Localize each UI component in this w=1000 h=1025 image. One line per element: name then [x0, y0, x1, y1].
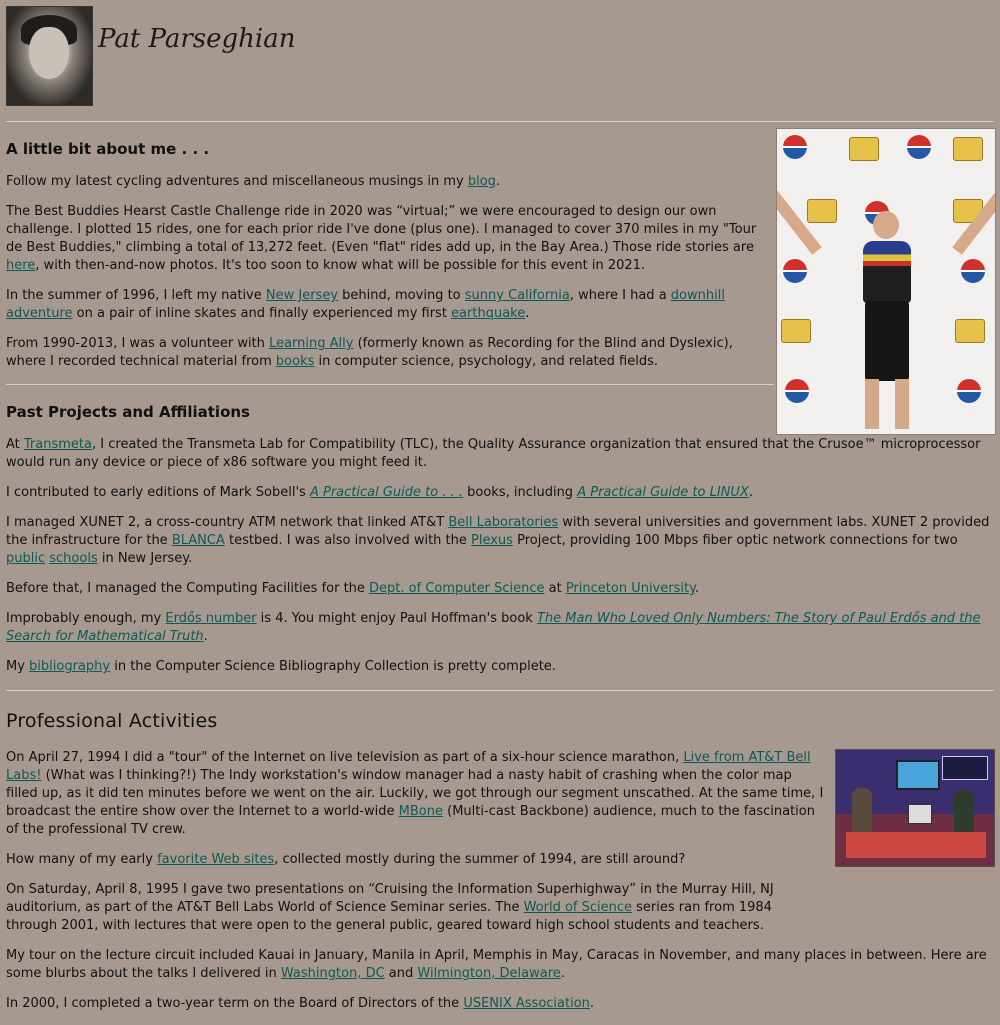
best-buddies-logo [807, 199, 837, 223]
mbone-link[interactable]: MBone [398, 804, 443, 819]
projects-paragraph: Before that, I managed the Computing Facilities for the Dept. of Computer Science at Princeton University. [6, 581, 700, 596]
dept-computer-science-link[interactable]: Dept. of Computer Science [369, 581, 545, 596]
best-buddies-logo [849, 137, 879, 161]
bell-laboratories-link[interactable]: Bell Laboratories [448, 515, 559, 530]
cyclist-figure [851, 211, 923, 431]
princeton-university-link[interactable]: Princeton University [565, 581, 695, 596]
hoffman-book-link[interactable]: The Man Who Loved Only Numbers: The Story of Paul Erdős and the Search for Mathematical Truth [6, 611, 981, 644]
projects-paragraph: I contributed to early editions of Mark Sobell's A Practical Guide to . . . books, including A Practical Guide to LINUX. [6, 485, 753, 500]
projects-paragraph: Improbably enough, my Erdős number is 4. You might enjoy Paul Hoffman's book The Man Who Loved Only Numbers: The Story of Paul Erdős and the Search for Mathematical Truth. [6, 611, 981, 644]
world-of-science-link[interactable]: World of Science [523, 900, 633, 915]
cycling-shorts [865, 301, 909, 381]
downhill-adventure-link[interactable]: downhill adventure [6, 288, 725, 321]
professional-heading: Professional Activities [6, 710, 218, 732]
best-buddies-logo [955, 319, 985, 343]
favorite-web-sites-link[interactable]: favorite Web sites [157, 852, 275, 867]
pepsi-logo [961, 259, 985, 283]
cyclist-head [873, 211, 899, 239]
best-buddies-logo [781, 319, 811, 343]
cyclist-photo [776, 128, 996, 435]
professional-paragraph: In 2000, I completed a two-year term on the Board of Directors of the USENIX Association. [6, 996, 595, 1011]
about-paragraph: In the summer of 1996, I left my native New Jersey behind, moving to sunny California, where I had a downhill adventure on a pair of inline skates and finally experienced my first earthquake. [6, 288, 725, 321]
professional-paragraph: On April 27, 1994 I did a "tour" of the Internet on live television as part of a six-hour science marathon, Live from AT&T Bell Labs! (What was I thinking?!) The Indy workstation's window manager had a nasty habit of crashing when the color map filled up, as it did ten minutes before we went on the air. Luckily, we got through our segment unscathed. At the same time, I broadcast the entire show over the Internet to a world-wide MBone (Multi-cast Backbone) audience, much to the fascination of the professional TV crew. [6, 750, 824, 837]
about-paragraph: Follow my latest cycling adventures and miscellaneous musings in my blog. [6, 174, 501, 189]
schools-link[interactable]: schools [49, 551, 98, 566]
blog-link[interactable]: blog [467, 174, 496, 189]
books-link[interactable]: books [275, 354, 315, 369]
learning-ally-link[interactable]: Learning Ally [269, 336, 354, 351]
site-title: Pat Parseghian [98, 24, 296, 54]
projects-paragraph: My bibliography in the Computer Science Bibliography Collection is pretty complete. [6, 659, 556, 674]
pepsi-logo [907, 135, 931, 159]
new-jersey-link[interactable]: New Jersey [265, 288, 339, 303]
erdos-number-link[interactable]: Erdős number [165, 611, 257, 626]
professional-paragraph: How many of my early favorite Web sites, collected mostly during the summer of 1994, are still around? [6, 852, 686, 867]
practical-guide-linux-link[interactable]: A Practical Guide to LINUX [577, 485, 749, 500]
ride-stories-link[interactable]: here [6, 258, 36, 273]
about-heading: A little bit about me . . . [6, 140, 210, 158]
pepsi-logo [783, 135, 807, 159]
pepsi-logo [785, 379, 809, 403]
cycling-jersey [863, 241, 911, 303]
divider-top [6, 121, 994, 122]
bibliography-link[interactable]: bibliography [29, 659, 111, 674]
portrait-face [29, 27, 69, 79]
blanca-link[interactable]: BLANCA [171, 533, 225, 548]
about-section [6, 139, 766, 383]
projects-section [6, 402, 992, 688]
pepsi-logo [783, 259, 807, 283]
author-portrait [6, 6, 93, 106]
divider-about [6, 384, 774, 385]
public-link[interactable]: public [6, 551, 46, 566]
divider-projects [6, 690, 994, 691]
projects-paragraph: I managed XUNET 2, a cross-country ATM network that linked AT&T Bell Laboratories with several universities and government labs. XUNET 2 provided the infrastructure for the BLANCA testbed. I was also involved with the Plexus Project, providing 100 Mbps fiber optic network connections for two public schools in New Jersey. [6, 515, 990, 566]
projects-heading: Past Projects and Affiliations [6, 403, 250, 421]
best-buddies-logo [953, 137, 983, 161]
professional-section [6, 709, 994, 1025]
about-paragraph: From 1990-2013, I was a volunteer with Learning Ally (formerly known as Recording for the Blind and Dyslexic), where I recorded technical material from books in computer science, psychology, and related fields. [6, 336, 733, 369]
projects-paragraph: At Transmeta, I created the Transmeta Lab for Compatibility (TLC), the Quality Assurance organization that ensured that the Crusoe™ microprocessor would run any device or piece of x86 software you might feed it. [6, 437, 981, 470]
wilmington-delaware-link[interactable]: Wilmington, Delaware [417, 966, 561, 981]
earthquake-link[interactable]: earthquake [451, 306, 526, 321]
pepsi-logo [957, 379, 981, 403]
professional-paragraph: My tour on the lecture circuit included Kauai in January, Manila in April, Memphis in May, Caracas in November, and many places in between. Here are some blurbs about the talks I delivered in Washington, DC and Wilmington, Delaware. [6, 948, 987, 981]
professional-paragraph: On Saturday, April 8, 1995 I gave two presentations on “Cruising the Information Superhighway” in the Murray Hill, NJ auditorium, as part of the AT&T Bell Labs World of Science Seminar series. The World of Science series ran from 1984 through 2001, with lectures that were open to the general public, geared toward high school students and teachers. [6, 882, 774, 933]
transmeta-link[interactable]: Transmeta [23, 437, 92, 452]
about-paragraph: The Best Buddies Hearst Castle Challenge ride in 2020 was “virtual;” we were encouraged to design our own challenge. I plotted 15 rides, one for each prior ride I've done (plus one). I managed to cover 370 miles in my "Tour de Best Buddies," climbing a total of 13,272 feet. (Even "flat" rides add up, in the Bay Area.) Those ride stories are here, with then-and-now photos. It's too soon to know what will be possible for this event in 2021. [6, 204, 757, 273]
live-from-bell-labs-link[interactable]: Live from AT&T Bell Labs! [6, 750, 811, 783]
practical-guide-link[interactable]: A Practical Guide to . . . [309, 485, 463, 500]
usenix-association-link[interactable]: USENIX Association [463, 996, 590, 1011]
plexus-link[interactable]: Plexus [471, 533, 513, 548]
sunny-california-link[interactable]: sunny California [464, 288, 570, 303]
washington-dc-link[interactable]: Washington, DC [280, 966, 385, 981]
